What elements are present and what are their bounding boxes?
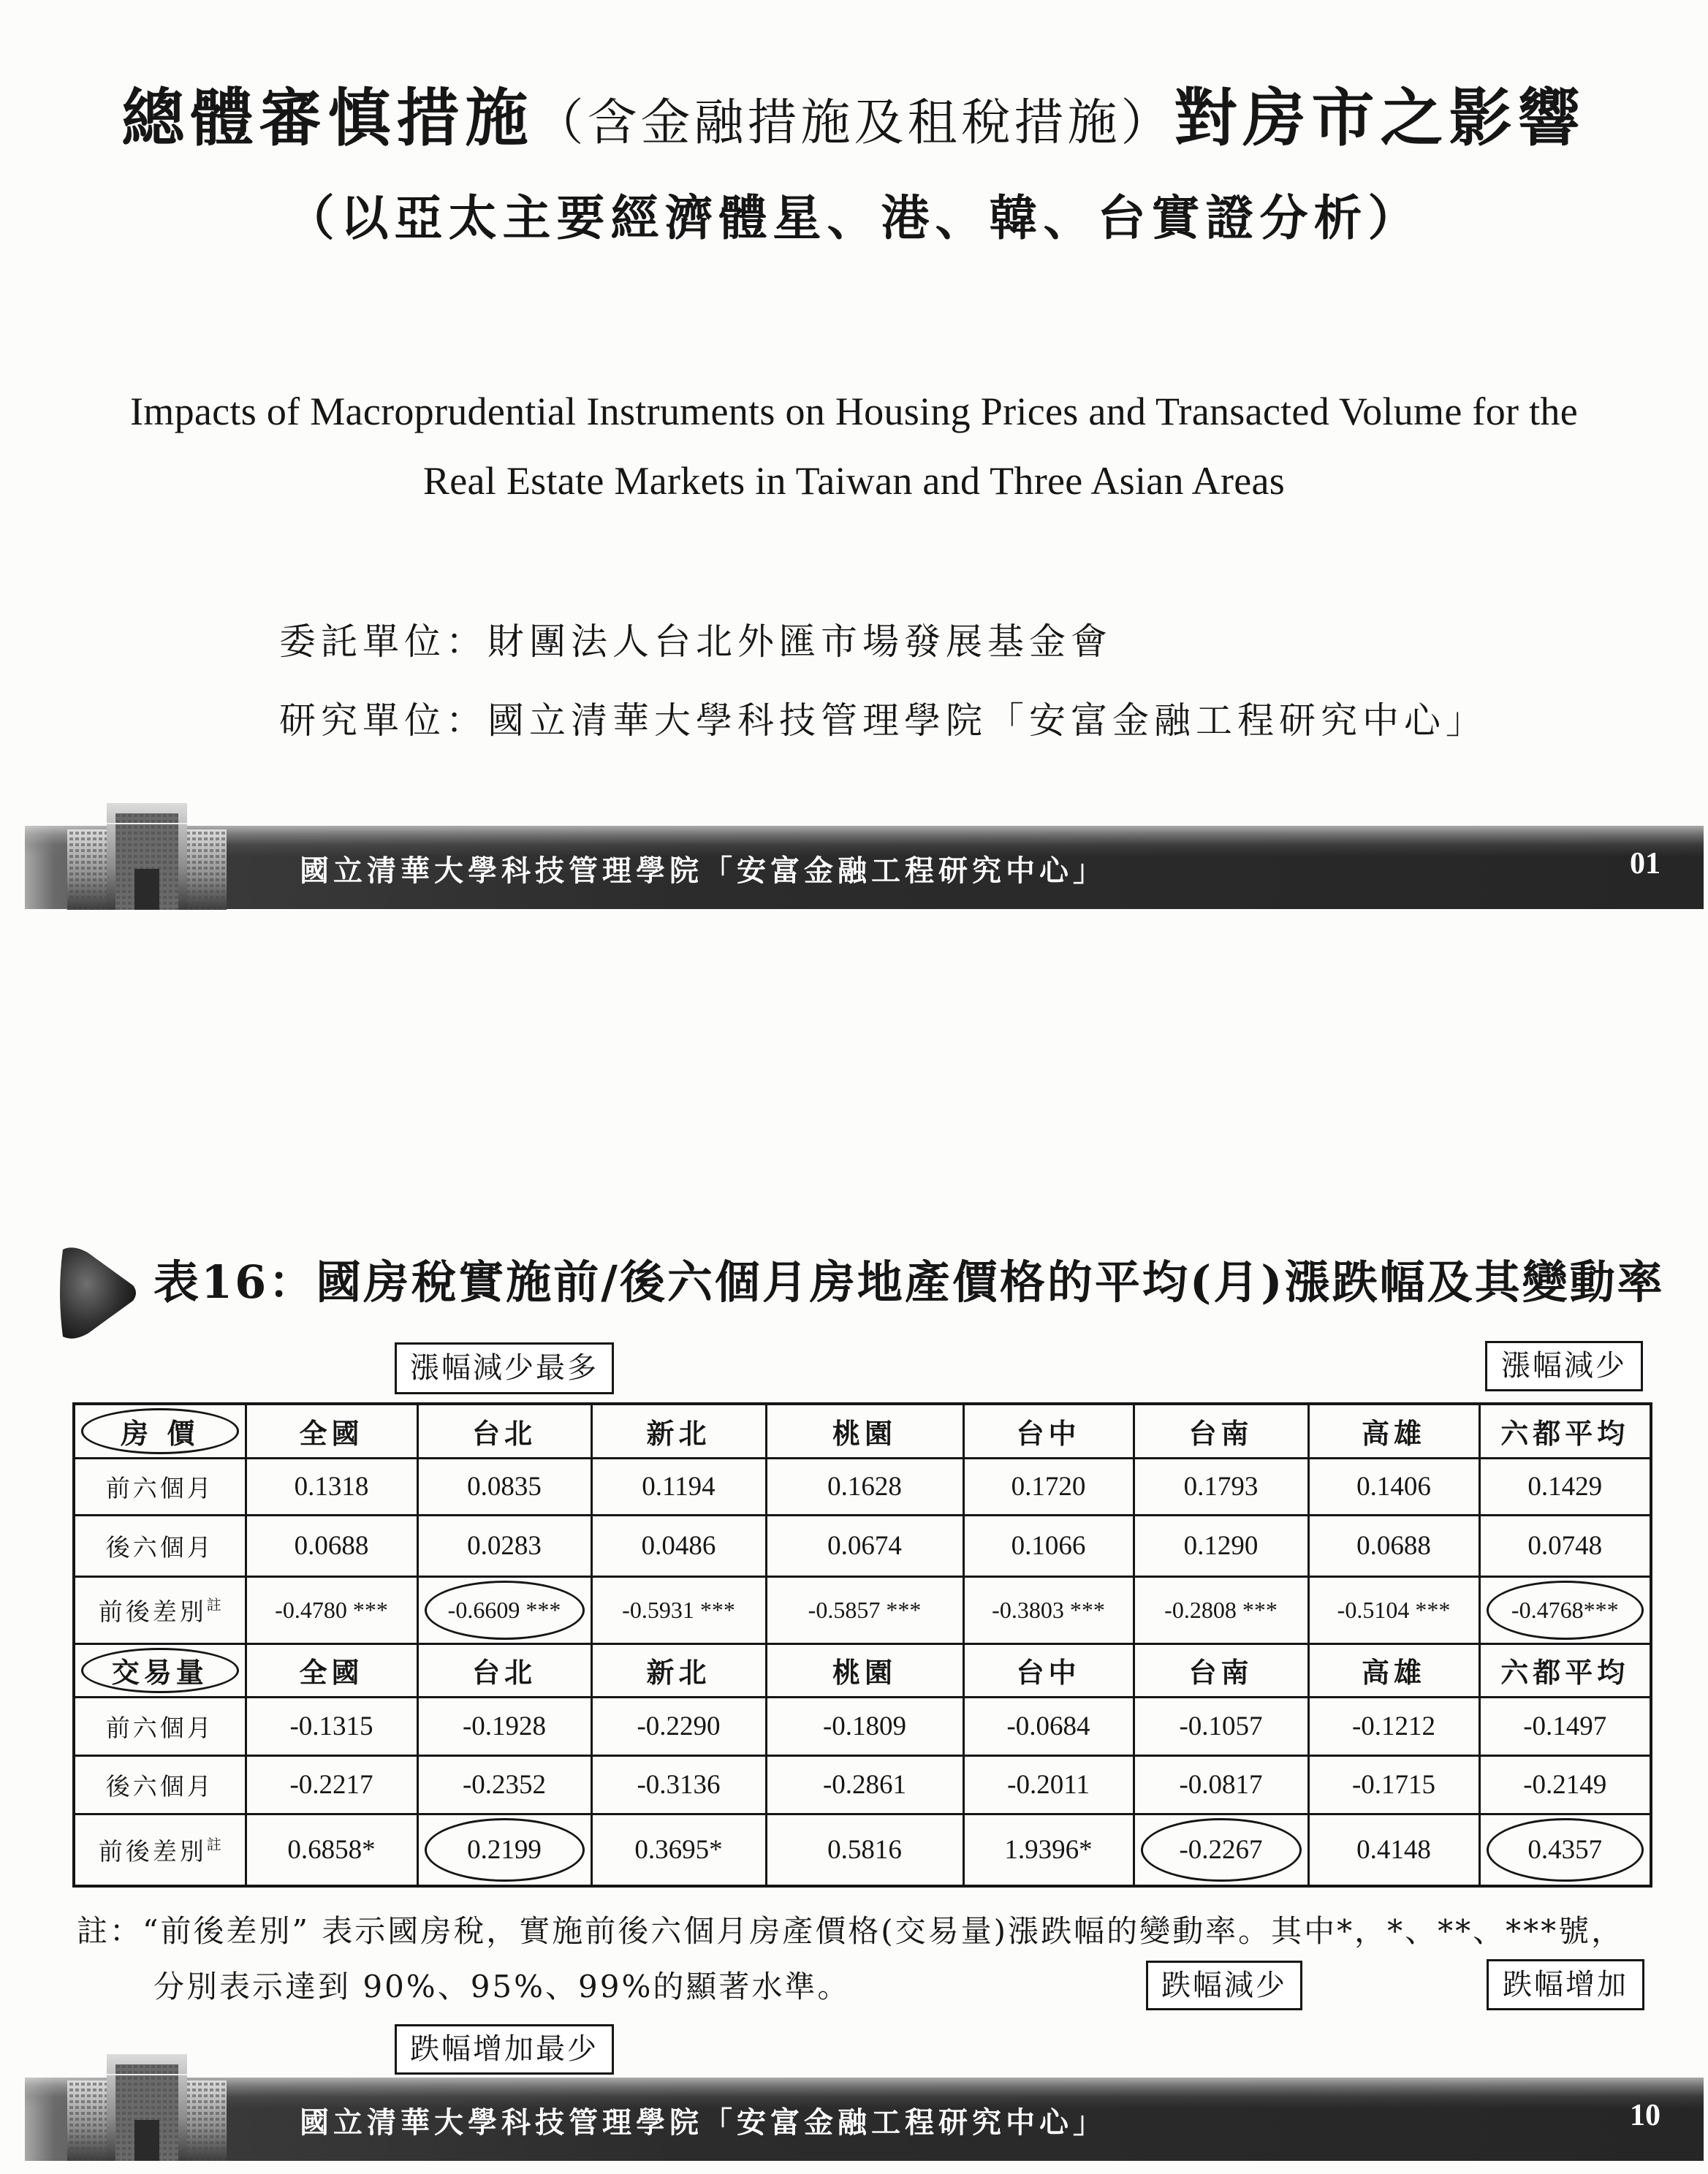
commissioning-unit: 委託單位：財團法人台北外匯市場發展基金會 (279, 620, 1112, 663)
column-header-six-city-average: 六都平均 (1479, 1404, 1651, 1458)
column-header-taipei: 台北 (417, 1404, 591, 1458)
title-parenthetical: （含金融措施及租稅措施） (534, 94, 1174, 152)
table-cell: -0.5931 *** (591, 1576, 766, 1643)
volume-header-row (74, 1643, 1651, 1697)
price-volume-table (72, 1402, 1652, 1888)
page-number: 10 (1630, 2099, 1660, 2132)
row-label-text: 前後差別 (98, 1836, 207, 1866)
column-header-new-taipei: 新北 (591, 1404, 766, 1458)
column-header-taoyuan: 桃園 (766, 1643, 963, 1697)
callout-decline-increased: 跌幅增加 (1487, 1959, 1644, 2010)
title-main-right: 對房市之影響 (1174, 81, 1587, 155)
column-header-national: 全國 (246, 1404, 417, 1458)
table-cell: 0.4148 (1308, 1814, 1479, 1886)
title-chinese (0, 82, 1708, 155)
table-cell: -0.1057 (1134, 1697, 1308, 1755)
building-logo (63, 802, 231, 910)
section-label-text: 交易量 (111, 1656, 208, 1689)
row-label: 前六個月 (74, 1697, 246, 1755)
table-row (74, 1697, 1651, 1755)
section-label-price (74, 1404, 246, 1458)
table-cell: -0.2149 (1479, 1755, 1651, 1814)
title-english-line-1: Impacts of Macroprudential Instruments on Housing Prices and Transacted Volume for the (130, 389, 1578, 433)
table-row (74, 1576, 1651, 1643)
note-mark: 註 (206, 1595, 221, 1614)
research-unit: 研究單位：國立清華大學科技管理學院「安富金融工程研究中心」 (279, 699, 1487, 742)
table-cell: -0.2217 (246, 1755, 417, 1814)
table-cell: -0.1715 (1308, 1755, 1479, 1814)
row-label: 後六個月 (74, 1755, 246, 1814)
footer-bar (25, 826, 1704, 909)
table-cell: 0.1793 (1134, 1458, 1308, 1515)
title-english-line-2: Real Estate Markets in Taiwan and Three Asian Areas (422, 459, 1286, 503)
table-cell: -0.2861 (766, 1755, 963, 1814)
table-note-line-1: 註：“前後差別” 表示國房稅，實施前後六個月房產價格(交易量)漲跌幅的變動率。其中*，*、**、***號， (77, 1913, 1625, 1949)
section-label-text: 房 價 (121, 1416, 200, 1450)
table-cell (417, 1814, 591, 1886)
building-logo (63, 2053, 231, 2161)
table-cell: 0.1318 (246, 1458, 417, 1515)
row-label: 前六個月 (74, 1458, 246, 1515)
table-row (74, 1458, 1651, 1515)
table-cell: 0.0748 (1479, 1515, 1651, 1576)
table-cell: -0.2808 *** (1134, 1576, 1308, 1643)
table-cell: 0.1290 (1134, 1515, 1308, 1576)
table-note-line-2: 分別表示達到 90%、95%、99%的顯著水準。 (153, 1969, 851, 2004)
table-cell-text: -0.6609 *** (447, 1596, 561, 1623)
callout-decline-reduced: 跌幅減少 (1146, 1961, 1302, 2010)
table-cell: 0.0674 (766, 1515, 963, 1576)
table-cell: 0.1066 (963, 1515, 1134, 1576)
section-label-volume (74, 1643, 246, 1697)
note-mark: 註 (206, 1835, 221, 1853)
table-cell: 0.5816 (766, 1814, 963, 1886)
column-header-six-city-average: 六都平均 (1479, 1643, 1651, 1697)
footer-institution: 國立清華大學科技管理學院「安富金融工程研究中心」 (300, 854, 1107, 888)
play-arrow-icon (56, 1245, 140, 1341)
subtitle-chinese: （以亞太主要經濟體星、港、韓、台實證分析） (286, 189, 1422, 246)
table-cell-text: -0.2267 (1179, 1834, 1263, 1865)
table-cell (1479, 1576, 1651, 1643)
column-header-tainan: 台南 (1134, 1643, 1308, 1697)
column-header-taipei: 台北 (417, 1643, 591, 1697)
table-cell: -0.1809 (766, 1697, 963, 1755)
table-cell: 0.1194 (591, 1458, 766, 1515)
table-row (74, 1515, 1651, 1576)
table-cell: -0.1928 (417, 1697, 591, 1755)
table-cell: 0.0688 (246, 1515, 417, 1576)
table-row (74, 1755, 1651, 1814)
table-cell-text: 0.2199 (467, 1834, 542, 1865)
table-cell: 1.9396* (963, 1814, 1134, 1886)
table-row (74, 1814, 1651, 1886)
table-cell (417, 1576, 591, 1643)
table-cell: -0.5104 *** (1308, 1576, 1479, 1643)
table-cell: -0.2352 (417, 1755, 591, 1814)
table-cell: 0.1720 (963, 1458, 1134, 1515)
table-cell: -0.2290 (591, 1697, 766, 1755)
table-heading: 表16：國房稅實施前/後六個月房地產價格的平均(月)漲跌幅及其變動率 (153, 1255, 1665, 1309)
callout-price-most-reduced: 漲幅減少最多 (395, 1342, 614, 1394)
column-header-new-taipei: 新北 (591, 1643, 766, 1697)
callout-price-reduced: 漲幅減少 (1485, 1341, 1643, 1391)
table-cell: -0.1497 (1479, 1697, 1651, 1755)
column-header-kaohsiung: 高雄 (1308, 1643, 1479, 1697)
column-header-tainan: 台南 (1134, 1404, 1308, 1458)
table-cell: -0.2011 (963, 1755, 1134, 1814)
row-label (74, 1576, 246, 1643)
table-cell: 0.1628 (766, 1458, 963, 1515)
table-cell: 0.3695* (591, 1814, 766, 1886)
table-cell: 0.0688 (1308, 1515, 1479, 1576)
table-cell: -0.1315 (246, 1697, 417, 1755)
table-cell: 0.0283 (417, 1515, 591, 1576)
table-cell: -0.0817 (1134, 1755, 1308, 1814)
row-label (74, 1814, 246, 1886)
table-cell: 0.0835 (417, 1458, 591, 1515)
column-header-taoyuan: 桃園 (766, 1404, 963, 1458)
column-header-national: 全國 (246, 1643, 417, 1697)
footer-bar (25, 2078, 1704, 2161)
table-cell: 0.0486 (591, 1515, 766, 1576)
table-cell: -0.3803 *** (963, 1576, 1134, 1643)
table-cell (1134, 1814, 1308, 1886)
table-cell-text: -0.4768*** (1511, 1596, 1619, 1623)
page-number: 01 (1630, 847, 1660, 881)
table-cell: -0.5857 *** (766, 1576, 963, 1643)
table-cell: 0.1429 (1479, 1458, 1651, 1515)
column-header-taichung: 台中 (963, 1643, 1134, 1697)
table-cell: -0.1212 (1308, 1697, 1479, 1755)
table-cell (1479, 1814, 1651, 1886)
table-cell: 0.1406 (1308, 1458, 1479, 1515)
column-header-taichung: 台中 (963, 1404, 1134, 1458)
table-cell: -0.0684 (963, 1697, 1134, 1755)
title-main-left: 總體審慎措施 (121, 81, 534, 155)
row-label: 後六個月 (74, 1515, 246, 1576)
row-label-text: 前後差別 (98, 1597, 207, 1626)
table-cell: -0.3136 (591, 1755, 766, 1814)
table-cell: 0.6858* (246, 1814, 417, 1886)
column-header-kaohsiung: 高雄 (1308, 1404, 1479, 1458)
price-header-row (74, 1404, 1651, 1458)
callout-decline-increased-least: 跌幅增加最少 (395, 2024, 614, 2075)
table-cell-text: 0.4357 (1527, 1834, 1603, 1865)
table-cell: -0.4780 *** (246, 1576, 417, 1643)
footer-institution: 國立清華大學科技管理學院「安富金融工程研究中心」 (300, 2105, 1107, 2140)
